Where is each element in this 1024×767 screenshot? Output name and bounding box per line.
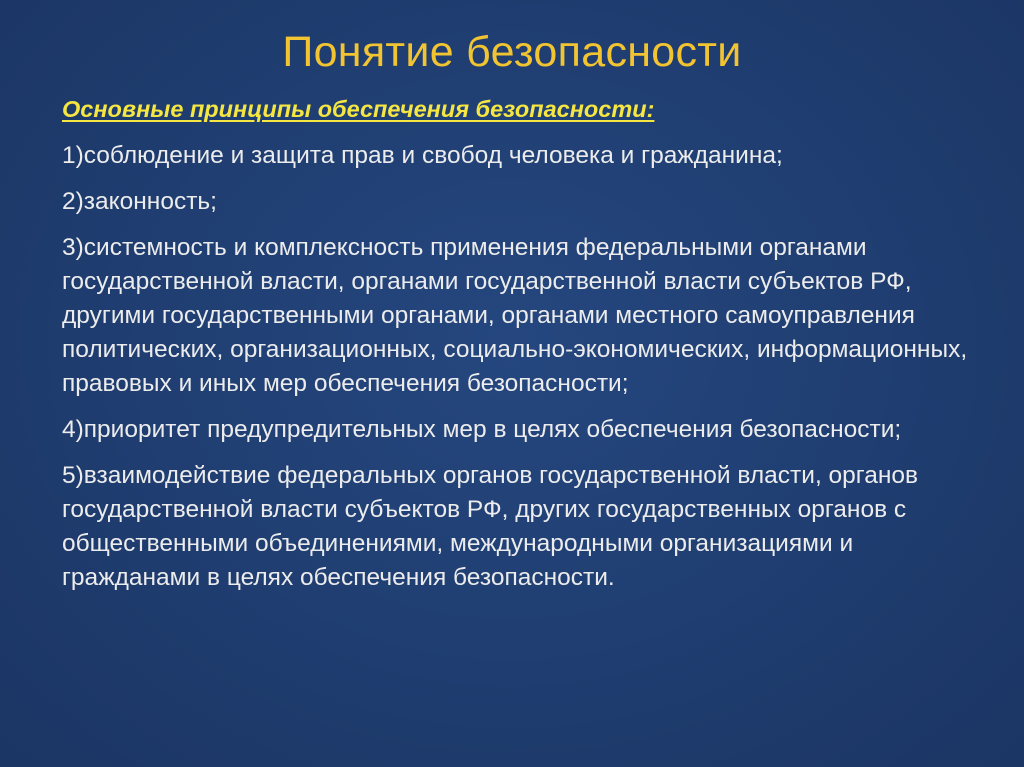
principle-item-1: 1)соблюдение и защита прав и свобод человека и гражданина; xyxy=(62,142,783,169)
principle-item-2: 2)законность; xyxy=(62,188,217,215)
slide-subtitle: Основные принципы обеспечения безопасности: xyxy=(62,96,655,122)
slide-content xyxy=(62,92,972,607)
principle-item-3: 3)системность и комплексность применения федеральными органами государственной власти, органами государственной власти субъектов РФ, другими государственными органами, органами местного самоуправления политических, организационных, социально-экономических, информационных, правовых и иных мер обеспечения безопасности; xyxy=(62,234,968,397)
slide-title: Понятие безопасности xyxy=(282,28,742,76)
principle-item-4: 4)приоритет предупредительных мер в целях обеспечения безопасности; xyxy=(62,416,902,443)
principle-item-5: 5)взаимодействие федеральных органов государственной власти, органов государственной власти субъектов РФ, других государственных органов с общественными объединениями, международными организациями и гражданами в целях обеспечения безопасности. xyxy=(62,462,919,591)
